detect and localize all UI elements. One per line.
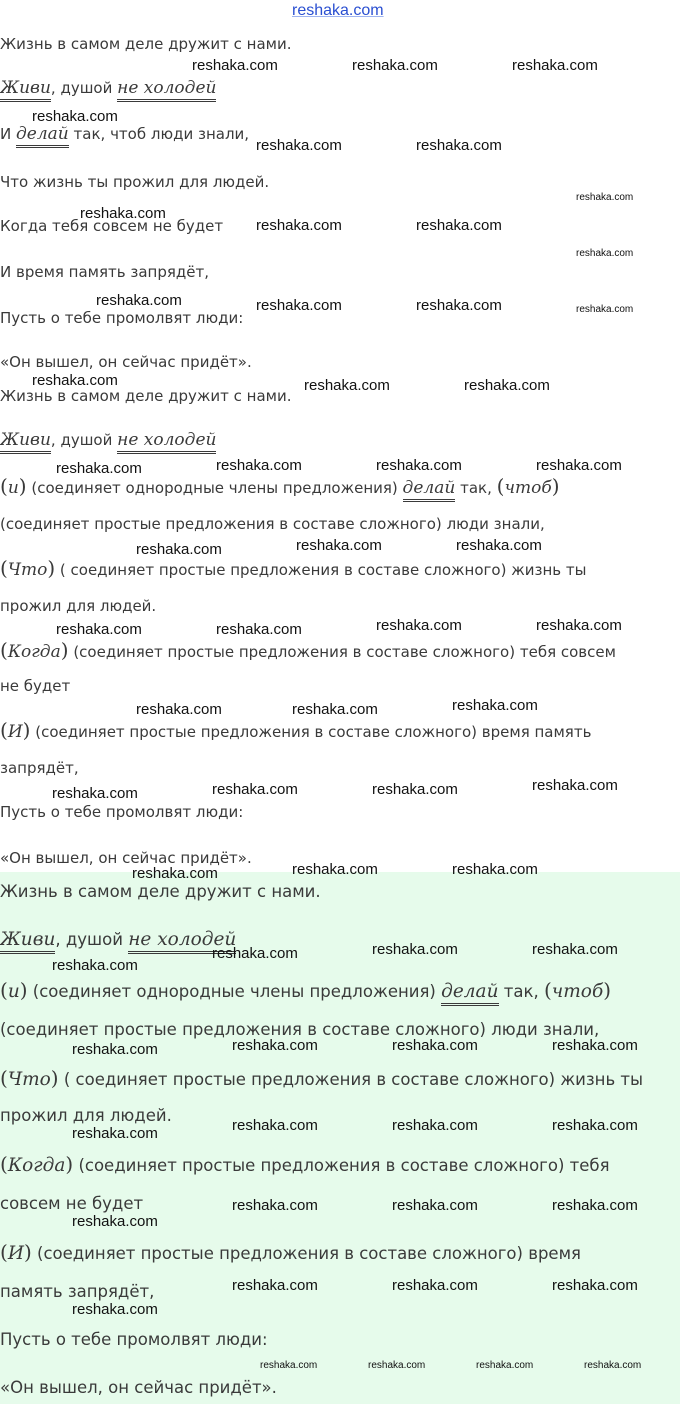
analysis-line-12: «Он вышел, он сейчас придёт». bbox=[0, 849, 252, 867]
answer-line-5: (Что) ( соединяет простые предложения в составе сложного) жизнь ты bbox=[0, 1066, 644, 1090]
watermark: reshaka.com bbox=[232, 1197, 318, 1214]
watermark: reshaka.com bbox=[32, 372, 118, 389]
watermark: reshaka.com bbox=[476, 1360, 534, 1371]
analysis-line-11: Пусть о тебе промолвят люди: bbox=[0, 803, 244, 821]
watermark: reshaka.com bbox=[232, 1277, 318, 1294]
analysis-line-7: (Когда) (соединяет простые предложения в составе сложного) тебя совсем bbox=[0, 638, 616, 662]
watermark: reshaka.com bbox=[72, 1213, 158, 1230]
poem-line-2: Живи, душой не холодей bbox=[0, 78, 216, 98]
poem-line-1: Жизнь в самом деле дружит с нами. bbox=[0, 35, 292, 53]
watermark: reshaka.com bbox=[452, 861, 538, 878]
watermark: reshaka.com bbox=[392, 1037, 478, 1054]
conjunction: И bbox=[7, 722, 23, 742]
poem-line-3: И делай так, чтоб люди знали, bbox=[0, 124, 249, 144]
watermark: reshaka.com bbox=[260, 1360, 318, 1371]
answer-line-10: память запрядёт, bbox=[0, 1282, 155, 1301]
watermark: reshaka.com bbox=[52, 957, 138, 974]
watermark: reshaka.com bbox=[452, 697, 538, 714]
watermark: reshaka.com bbox=[552, 1117, 638, 1134]
conjunction: И bbox=[7, 1243, 24, 1264]
analysis-line-5: (Что) ( соединяет простые предложения в составе сложного) жизнь ты bbox=[0, 556, 587, 580]
analysis-line-2: Живи, душой не холодей bbox=[0, 430, 216, 450]
watermark: reshaka.com bbox=[136, 541, 222, 558]
site-header-link[interactable]: reshaka.com bbox=[292, 2, 384, 19]
watermark: reshaka.com bbox=[536, 617, 622, 634]
conjunction: Что bbox=[7, 560, 48, 580]
watermark: reshaka.com bbox=[256, 297, 342, 314]
conjunction: Когда bbox=[7, 642, 61, 662]
watermark: reshaka.com bbox=[212, 945, 298, 962]
watermark: reshaka.com bbox=[296, 537, 382, 554]
answer-line-6: прожил для людей. bbox=[0, 1106, 172, 1125]
analysis-line-10: запрядёт, bbox=[0, 759, 79, 777]
watermark: reshaka.com bbox=[576, 304, 634, 315]
conjunction: и bbox=[7, 981, 20, 1002]
predicate: Живи bbox=[0, 430, 51, 454]
watermark: reshaka.com bbox=[584, 1360, 642, 1371]
conjunction: чтоб bbox=[504, 478, 552, 498]
watermark: reshaka.com bbox=[292, 861, 378, 878]
predicate: делай bbox=[441, 981, 498, 1006]
watermark: reshaka.com bbox=[392, 1117, 478, 1134]
answer-line-4: (соединяет простые предложения в составе сложного) люди знали, bbox=[0, 1020, 600, 1039]
watermark: reshaka.com bbox=[392, 1277, 478, 1294]
watermark: reshaka.com bbox=[352, 57, 438, 74]
watermark: reshaka.com bbox=[192, 57, 278, 74]
predicate: делай bbox=[403, 478, 456, 502]
watermark: reshaka.com bbox=[96, 292, 182, 309]
watermark: reshaka.com bbox=[292, 701, 378, 718]
poem-line-4: Что жизнь ты прожил для людей. bbox=[0, 173, 270, 191]
analysis-line-1: Жизнь в самом деле дружит с нами. bbox=[0, 387, 292, 405]
watermark: reshaka.com bbox=[56, 621, 142, 638]
watermark: reshaka.com bbox=[32, 108, 118, 125]
watermark: reshaka.com bbox=[512, 57, 598, 74]
watermark: reshaka.com bbox=[536, 457, 622, 474]
watermark: reshaka.com bbox=[532, 777, 618, 794]
watermark: reshaka.com bbox=[552, 1037, 638, 1054]
predicate: делай bbox=[16, 124, 69, 148]
analysis-line-3: (и) (соединяет однородные члены предложения) делай так, (чтоб) bbox=[0, 476, 560, 498]
poem-line-6: И время память запрядёт, bbox=[0, 263, 209, 281]
conjunction: и bbox=[7, 478, 19, 498]
analysis-line-9: (И) (соединяет простые предложения в составе сложного) время память bbox=[0, 718, 592, 742]
analysis-line-6: прожил для людей. bbox=[0, 597, 157, 615]
answer-line-3: (и) (соединяет однородные члены предложения) делай так, (чтоб) bbox=[0, 980, 611, 1002]
answer-line-1: Жизнь в самом деле дружит с нами. bbox=[0, 882, 321, 901]
conjunction: Когда bbox=[7, 1155, 66, 1176]
watermark: reshaka.com bbox=[56, 460, 142, 477]
answer-line-9: (И) (соединяет простые предложения в составе сложного) время bbox=[0, 1240, 581, 1264]
watermark: reshaka.com bbox=[376, 457, 462, 474]
conjunction: Что bbox=[7, 1069, 51, 1090]
watermark: reshaka.com bbox=[416, 137, 502, 154]
watermark: reshaka.com bbox=[532, 941, 618, 958]
answer-line-11: Пусть о тебе промолвят люди: bbox=[0, 1330, 268, 1349]
watermark: reshaka.com bbox=[416, 297, 502, 314]
conjunction: чтоб bbox=[551, 981, 604, 1002]
predicate: не холодей bbox=[117, 78, 216, 102]
watermark: reshaka.com bbox=[212, 781, 298, 798]
answer-line-7: (Когда) (соединяет простые предложения в составе сложного) тебя bbox=[0, 1152, 610, 1176]
poem-line-7: Пусть о тебе промолвят люди: bbox=[0, 309, 244, 327]
watermark: reshaka.com bbox=[576, 248, 634, 259]
answer-line-2: Живи, душой не холодей bbox=[0, 930, 236, 950]
answer-line-12: «Он вышел, он сейчас придёт». bbox=[0, 1378, 277, 1397]
watermark: reshaka.com bbox=[552, 1277, 638, 1294]
poem-line-5: Когда тебя совсем не будет bbox=[0, 217, 224, 235]
analysis-line-8: не будет bbox=[0, 677, 71, 695]
watermark: reshaka.com bbox=[256, 217, 342, 234]
watermark: reshaka.com bbox=[72, 1041, 158, 1058]
predicate: не холодей bbox=[117, 430, 216, 454]
watermark: reshaka.com bbox=[368, 1360, 426, 1371]
watermark: reshaka.com bbox=[416, 217, 502, 234]
poem-line-8: «Он вышел, он сейчас придёт». bbox=[0, 353, 252, 371]
watermark: reshaka.com bbox=[392, 1197, 478, 1214]
watermark: reshaka.com bbox=[216, 457, 302, 474]
watermark: reshaka.com bbox=[52, 785, 138, 802]
watermark: reshaka.com bbox=[256, 137, 342, 154]
watermark: reshaka.com bbox=[372, 781, 458, 798]
watermark: reshaka.com bbox=[216, 621, 302, 638]
predicate: Живи bbox=[0, 78, 51, 102]
predicate: не холодей bbox=[128, 929, 236, 954]
watermark: reshaka.com bbox=[136, 701, 222, 718]
answer-line-8: совсем не будет bbox=[0, 1194, 144, 1213]
watermark: reshaka.com bbox=[72, 1301, 158, 1318]
watermark: reshaka.com bbox=[132, 865, 218, 882]
watermark: reshaka.com bbox=[232, 1037, 318, 1054]
watermark: reshaka.com bbox=[372, 941, 458, 958]
analysis-line-4: (соединяет простые предложения в составе сложного) люди знали, bbox=[0, 515, 545, 533]
predicate: Живи bbox=[0, 929, 55, 954]
watermark: reshaka.com bbox=[304, 377, 390, 394]
watermark: reshaka.com bbox=[552, 1197, 638, 1214]
watermark: reshaka.com bbox=[576, 192, 634, 203]
watermark: reshaka.com bbox=[232, 1117, 318, 1134]
watermark: reshaka.com bbox=[464, 377, 550, 394]
watermark: reshaka.com bbox=[72, 1125, 158, 1142]
watermark: reshaka.com bbox=[376, 617, 462, 634]
watermark: reshaka.com bbox=[80, 205, 166, 222]
watermark: reshaka.com bbox=[456, 537, 542, 554]
